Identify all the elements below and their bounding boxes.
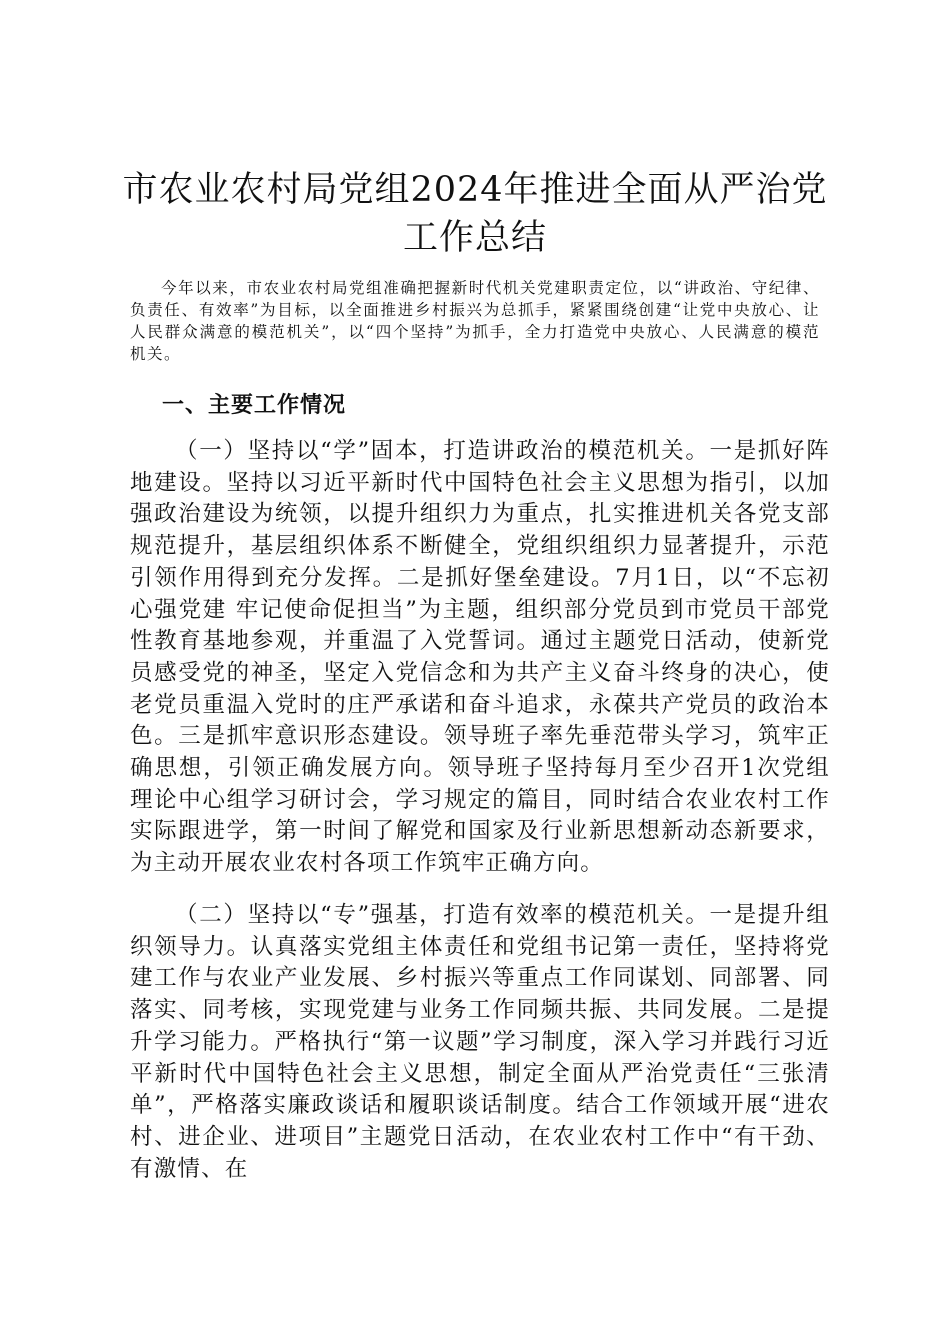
intro-paragraph: 今年以来，市农业农村局党组准确把握新时代机关党建职责定位，以“讲政治、守纪律、负责任、有效率”为目标，以全面推进乡村振兴为总抓手，紧紧围绕创建“让党中央放心、让人民群众满意的模范机关”，以“四个坚持”为抓手，全力打造党中央放心、人民满意的模范机关。 bbox=[130, 279, 820, 363]
section-heading-main-work: 一、主要工作情况 bbox=[162, 393, 347, 418]
body-paragraph-efficiency: （二）坚持以“专”强基，打造有效率的模范机关。一是提升组织领导力。认真落实党组主体责任和党组书记第一责任，坚持将党建工作与农业产业发展、乡村振兴等重点工作同谋划、同部署、同落实、同考核，实现党建与业务工作同频共振、共同发展。二是提升学习能力。严格执行“第一议题”学习制度，深入学习并践行习近平新时代中国特色社会主义思想，制定全面从严治党责任“三张清单”，严格落实廉政谈话和履职谈话制度。结合工作领域开展“进农村、进企业、进项目”主题党日活动，在农业农村工作中“有干劲、有激情、在 bbox=[130, 902, 830, 1182]
document-title: 市农业农村局党组2024年推进全面从严治党工作总结 bbox=[122, 170, 828, 258]
body-paragraph-study: （一）坚持以“学”固本，打造讲政治的模范机关。一是抓好阵地建设。坚持以习近平新时代中国特色社会主义思想为指引，以加强政治建设为统领，以提升组织力为重点，扎实推进机关各党支部规范提升，基层组织体系不断健全，党组织组织力显著提升，示范引领作用得到充分发挥。二是抓好堡垒建设。7月1日，以“不忘初心强党建 牢记使命促担当”为主题，组织部分党员到市党员干部党性教育基地参观，并重温了入党誓词。通过主题党日活动，使新党员感受党的神圣，坚定入党信念和为共产主义奋斗终身的决心，使老党员重温入党时的庄严承诺和奋斗追求，永葆共产党员的政治本色。三是抓牢意识形态建设。领导班子率先垂范带头学习，筑牢正确思想，引领正确发展方向。领导班子坚持每月至少召开1次党组理论中心组学习研讨会，学习规定的篇目，同时结合农业农村工作实际跟进学，第一时间了解党和国家及行业新思想新动态新要求，为主动开展农业农村各项工作筑牢正确方向。 bbox=[130, 438, 830, 877]
